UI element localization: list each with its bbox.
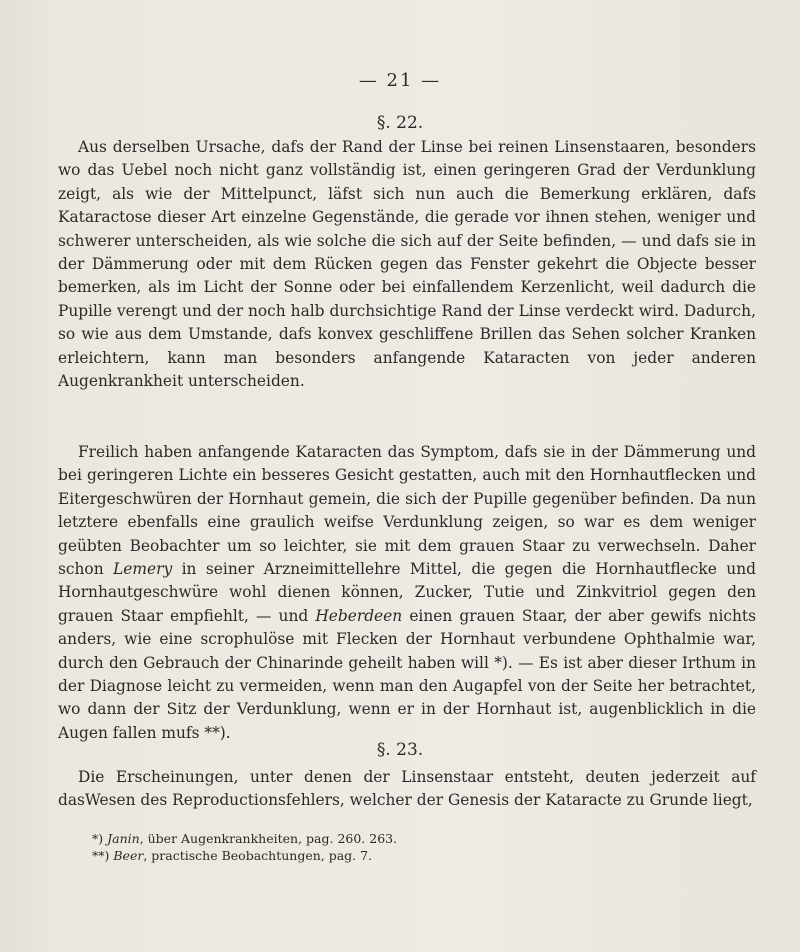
footnote-mark: **) <box>92 848 110 863</box>
section-heading: §. 23. <box>376 740 424 760</box>
footnote-mark: *) <box>92 831 104 846</box>
section-heading: §. 22. <box>376 113 424 133</box>
section-23-heading-wrap <box>0 740 800 760</box>
footnote <box>92 830 752 847</box>
paragraph-text: Freilich haben anfangende Kataracten das Symptom, dafs sie in der Dämmerung und bei geringeren Lichte ein besseres Gesicht gestatten, auch mit den Hornhautflecken und Eitergeschwüren der Hornhaut gemein, die sich der Pupille gegenüber befinden. Da nun letztere ebenfalls eine graulich weifse Verdunklung zeigen, so war es dem weniger geübten Beobachter um so leichter, sie mit dem grauen Staar zu verwechseln. Daher schon <box>58 443 756 579</box>
paragraph: Die Erscheinungen, unter denen der Linsenstaar entsteht, deuten jederzeit auf dasWesen des Reproductionsfehlers, welcher der Genesis der Kataracte zu Grunde liegt, <box>58 768 756 810</box>
footnotes <box>92 830 752 864</box>
paragraph-text: in seiner Arzneimittellehre Mittel, die gegen die Hornhautflecke und Hornhautgeschwüre wohl dienen können, Zucker, Tutie und Zinkvitriol gegen den grauen Staar empfiehlt, — und <box>58 560 756 625</box>
page-header: — 21 — <box>358 70 442 91</box>
section-22-heading-wrap <box>0 113 800 133</box>
footnote-text: , über Augenkrankheiten, pag. 260. 263. <box>139 831 398 846</box>
paragraph-text: einen grauen Staar, der aber gewifs nichts anders, wie eine scrophulöse mit Flecken der Hornhaut verbundene Ophthalmie war, durch den Gebrauch der Chinarinde geheilt haben will *). — Es ist aber dieser Irthum in der Diagnose leicht zu vermeiden, wenn man den Augapfel von der Seite her betrachtet, wo dann der Sitz der Verdunklung, wenn er in der Hornhaut ist, augenblicklich in die Augen fallen mufs **). <box>58 606 756 742</box>
footnote-text: , practische Beobachtungen, pag. 7. <box>143 848 373 863</box>
footnote-author: Beer <box>113 848 144 863</box>
paragraph <box>58 441 756 745</box>
author-name: Heberdeen <box>315 606 403 625</box>
paragraph: Aus derselben Ursache, dafs der Rand der Linse bei reinen Linsenstaaren, besonders wo das Uebel noch nicht ganz vollständig ist, einen geringeren Grad der Verdunklung zeigt, als wie der Mittelpunct, läfst sich nun auch die Bemerkung erklären, dafs Kataractose dieser Art einzelne Gegenstände, die gerade vor ihnen stehen, weniger und schwerer unterscheiden, als wie solche die sich auf der Seite befinden, — und dafs sie in der Dämmerung oder mit dem Rücken gegen das Fenster gekehrt die Objecte besser bemerken, als im Licht der Sonne oder bei einfallendem Kerzenlicht, weil dadurch die Pupille verengt und der noch halb durchsichtige Rand der Linse verdeckt wird. Dadurch, so wie aus dem Umstande, dafs konvex geschliffene Brillen das Sehen solcher Kranken erleichtern, kann man besonders anfangende Kataracten von jeder anderen Augenkrankheit unterscheiden. <box>58 138 756 391</box>
footnote-author: Janin <box>107 831 140 846</box>
author-name: Lemery <box>113 560 173 579</box>
footnote <box>92 847 752 864</box>
